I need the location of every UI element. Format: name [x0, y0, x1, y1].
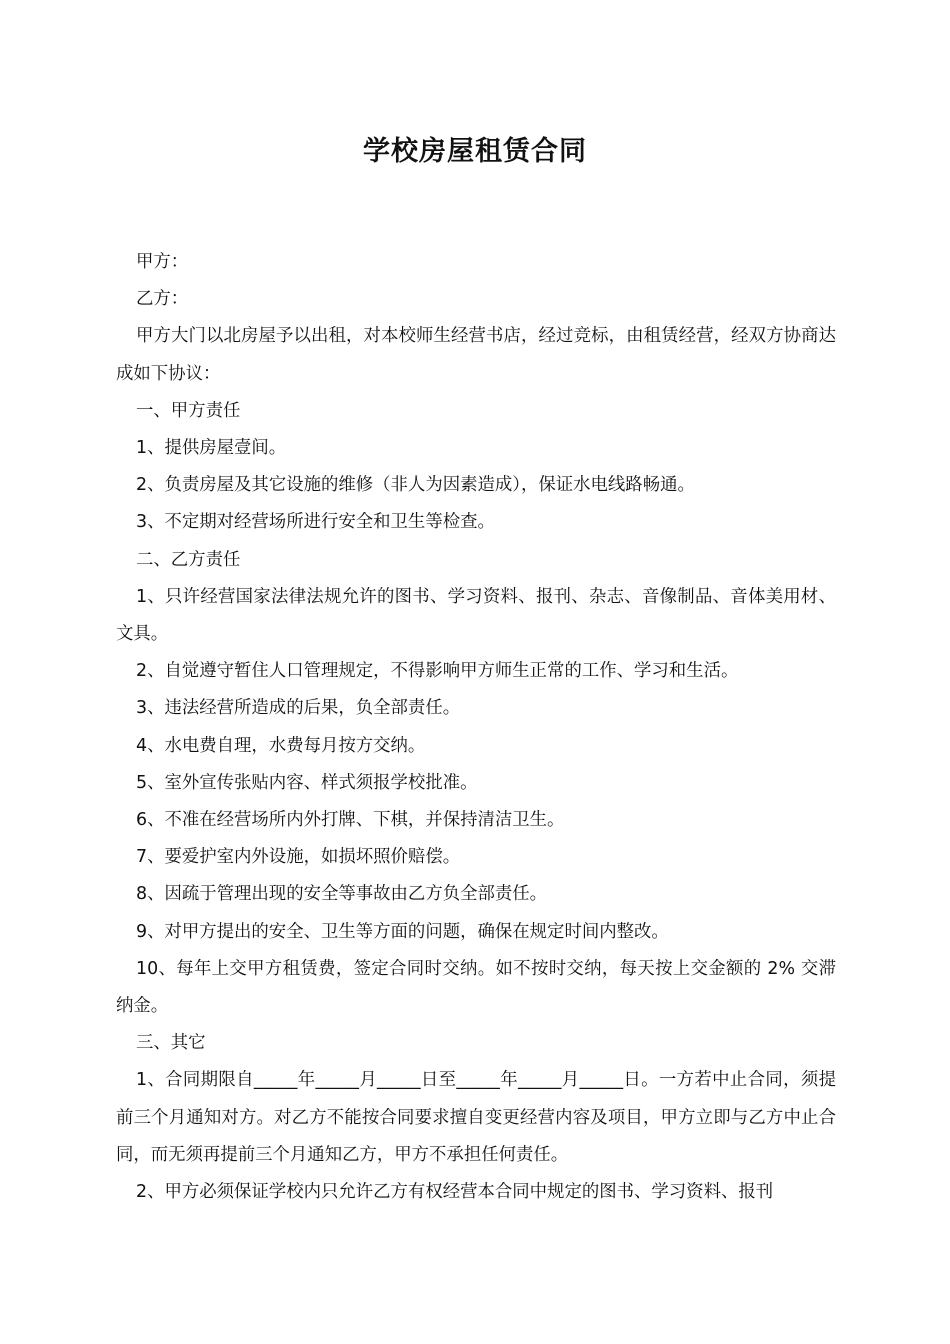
party-b-line: 乙方： — [136, 289, 189, 310]
clause-c1: 1、合同期限自_____年_____月_____日至_____年_____月_____日。一方若中止合同，须提前三个月通知对方。对乙方不能按合同要求擅自变更经营内容及项目，甲方立即与乙方中止合同，而无须再提前三个月通知乙方，甲方不承担任何责任。 — [116, 1070, 836, 1165]
clause-a1: 1、提供房屋壹间。 — [136, 438, 287, 459]
clause-a3: 3、不定期对经营场所进行安全和卫生等检查。 — [136, 512, 495, 533]
clause-b9: 9、对甲方提出的安全、卫生等方面的问题，确保在规定时间内整改。 — [136, 921, 669, 942]
clause-b1: 1、只许经营国家法律法规允许的图书、学习资料、报刊、杂志、音像制品、音体美用材、文具。 — [116, 586, 836, 645]
clause-b6: 6、不准在经营场所内外打牌、下棋，并保持清洁卫生。 — [136, 810, 565, 831]
intro-paragraph: 甲方大门以北房屋予以出租，对本校师生经营书店，经过竞标，由租赁经营，经双方协商达成如下协议： — [116, 326, 836, 384]
clause-b10: 10、每年上交甲方租赁费，签定合同时交纳。如不按时交纳，每天按上交金额的 2% 交滞纳金。 — [116, 958, 836, 1017]
section-heading-other: 三、其它 — [136, 1033, 206, 1054]
document-body — [116, 244, 836, 1211]
document-title: 学校房屋租赁合同 — [363, 136, 587, 167]
clause-b4: 4、水电费自理，水费每月按方交纳。 — [136, 735, 426, 756]
clause-a2: 2、负责房屋及其它设施的维修（非人为因素造成），保证水电线路畅通。 — [136, 475, 695, 496]
clause-b8: 8、因疏于管理出现的安全等事故由乙方负全部责任。 — [136, 884, 548, 905]
clause-b7: 7、要爱护室内外设施，如损坏照价赔偿。 — [136, 847, 461, 868]
section-heading-party-b: 二、乙方责任 — [136, 549, 241, 570]
clause-b5: 5、室外宣传张贴内容、样式须报学校批准。 — [136, 772, 478, 793]
section-heading-party-a: 一、甲方责任 — [136, 400, 241, 421]
clause-b3: 3、违法经营所造成的后果，负全部责任。 — [136, 698, 461, 719]
clause-b2: 2、自觉遵守暂住人口管理规定，不得影响甲方师生正常的工作、学习和生活。 — [136, 661, 739, 682]
clause-c2: 2、甲方必须保证学校内只允许乙方有权经营本合同中规定的图书、学习资料、报刊 — [136, 1182, 774, 1203]
party-a-line: 甲方： — [136, 252, 189, 272]
